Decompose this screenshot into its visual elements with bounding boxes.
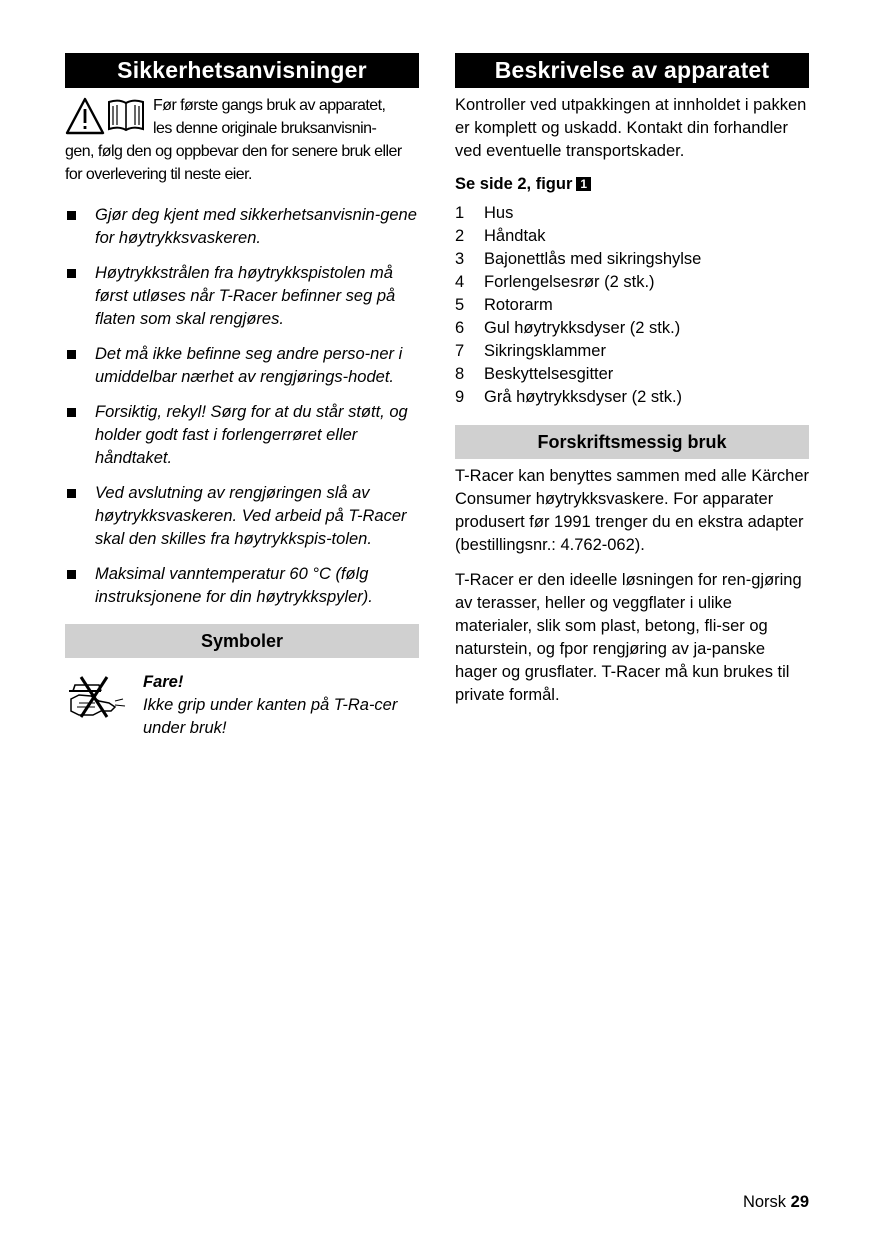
bullet-square-icon xyxy=(67,350,76,359)
intro-icons xyxy=(65,96,147,136)
bullet-square-icon xyxy=(67,489,76,498)
danger-text: Ikke grip under kanten på T-Ra-cer under bruk! xyxy=(143,696,398,737)
see-figure-line xyxy=(455,173,809,196)
list-item: 3 Bajonettlås med sikringshylse xyxy=(455,250,702,268)
danger-title: Fare! xyxy=(143,673,184,691)
right-column xyxy=(455,53,809,707)
bullet-square-icon xyxy=(67,211,76,220)
footer-language: Norsk xyxy=(742,1193,787,1211)
list-item: Maksimal vanntemperatur 60 °C (følg instruksjonene for din høytrykkspyler). xyxy=(65,563,419,609)
intro-line-1: Før første gangs bruk av apparatet, xyxy=(153,97,386,114)
use-paragraph-1: T-Racer kan benyttes sammen med alle Kärcher Consumer høytrykksvaskere. For apparater produsert før 1991 trenger du en ekstra adapter (bestillingsnr.: 4.762-062). xyxy=(455,467,809,554)
list-item: 8 Beskyttelsesgitter xyxy=(455,365,614,383)
list-item: Det må ikke befinne seg andre perso-ner i umiddelbar nærhet av rengjørings-hodet. xyxy=(65,343,419,389)
safety-intro xyxy=(65,94,419,186)
description-heading: Beskrivelse av apparatet xyxy=(455,53,809,88)
description-text: Kontroller ved utpakkingen at innholdet i pakken er komplett og uskadd. Kontakt din forhandler ved eventuelle transportskader. xyxy=(455,96,807,160)
warning-triangle-icon xyxy=(65,96,147,136)
use-paragraph-2: T-Racer er den ideelle løsningen for ren-gjøring av terasser, heller og veggflater i ulike materialer, slik som plast, betong, fli-ser og naturstein, og fpor rengjøring av ja-panske hager og grusflater. T-Racer må kun brukes til private formål. xyxy=(455,571,802,704)
list-item: 5 Rotorarm xyxy=(455,296,553,314)
bullet-square-icon xyxy=(67,269,76,278)
list-item: Høytrykkstrålen fra høytrykkspistolen må først utløses når T-Racer befinner seg på flaten som skal rengjøres. xyxy=(65,262,419,331)
see-label: Se side 2, figur xyxy=(455,175,573,193)
list-item: Gjør deg kjent med sikkerhetsanvisnin-gene for høytrykksvaskeren. xyxy=(65,204,419,250)
page-number: 29 xyxy=(790,1193,809,1211)
bullet-square-icon xyxy=(67,570,76,579)
danger-text-block xyxy=(143,671,419,740)
left-column xyxy=(65,53,419,751)
danger-symbol-block xyxy=(65,671,419,751)
manual-book-icon xyxy=(109,101,143,130)
no-hand-under-edge-icon xyxy=(65,673,129,721)
intro-rest: gen, følg den og oppbevar den for senere bruk eller for overlevering til neste eier. xyxy=(65,143,402,183)
list-item: 4 Forlengelsesrør (2 stk.) xyxy=(455,273,655,291)
list-item: Forsiktig, rekyl! Sørg for at du står støtt, og holder godt fast i forlengerrøret eller håndtaket. xyxy=(65,401,419,470)
bullet-square-icon xyxy=(67,408,76,417)
symbols-heading: Symboler xyxy=(65,624,419,658)
list-item: 2 Håndtak xyxy=(455,227,546,245)
list-item: 6 Gul høytrykksdyser (2 stk.) xyxy=(455,319,681,337)
list-item: 1 Hus xyxy=(455,204,514,222)
list-item: 7 Sikringsklammer xyxy=(455,342,606,360)
safety-heading: Sikkerhetsanvisninger xyxy=(65,53,419,88)
list-item: 9 Grå høytrykksdyser (2 stk.) xyxy=(455,388,683,406)
safety-bullet-list xyxy=(65,204,419,609)
intro-line-2: les denne originale bruksanvisnin- xyxy=(153,120,377,137)
parts-list xyxy=(455,202,809,409)
page-footer xyxy=(743,1193,809,1212)
list-item: Ved avslutning av rengjøringen slå av høytrykksvaskeren. Ved arbeid på T-Racer skal den skilles fra høytrykkspis-tolen. xyxy=(65,482,419,551)
figure-number-badge: 1 xyxy=(576,177,591,191)
intended-use-heading: Forskriftsmessig bruk xyxy=(455,425,809,459)
